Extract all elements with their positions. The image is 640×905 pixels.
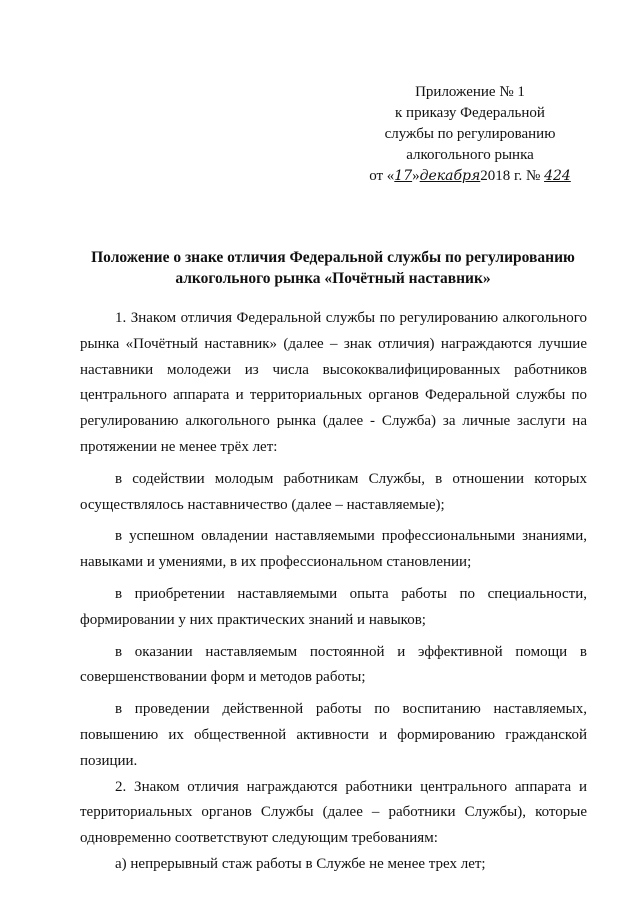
paragraph-1: 1. Знаком отличия Федеральной службы по регулированию алкогольного рынка «Почётный наставник» (далее – знак отличия) награждаются лучшие наставники молодежи из числа высококвалифицированных работников центрального аппарата и территориальных органов Федеральной службы по регулированию алкогольного рынка (далее - Служба) за личные заслуги на протяжении не менее трёх лет:: [80, 310, 587, 455]
handwritten-day: 17: [394, 168, 413, 184]
appendix-market-line: алкогольного рынка: [406, 147, 534, 163]
appendix-date-line: [360, 166, 580, 187]
paragraph-6: в проведении действенной работы по воспитанию наставляемых, повышению их общественной активности и формированию гражданской позиции.: [80, 701, 587, 769]
paragraph-2: в содействии молодым работникам Службы, в отношении которых осуществлялось наставничество (далее – наставляемые);: [80, 470, 587, 513]
handwritten-order-number: 424: [544, 168, 571, 184]
title-line-1: Положение о знаке отличия Федеральной службы по регулированию: [91, 249, 575, 266]
paragraph-3: в успешном овладении наставляемыми профессиональными знаниями, навыками и умениями, в их профессиональном становлении;: [80, 528, 587, 571]
paragraph-4: в приобретении наставляемыми опыта работы по специальности, формировании у них практических знаний и навыков;: [80, 585, 587, 628]
document-body: [80, 306, 587, 884]
handwritten-month: декабря: [419, 168, 481, 184]
date-mid: »: [412, 168, 420, 184]
paragraph-5: в оказании наставляемым постоянной и эффективной помощи в совершенствовании форм и методов работы;: [80, 643, 587, 686]
year-suffix: 2018 г. №: [480, 168, 541, 184]
title-line-2: алкогольного рынка «Почётный наставник»: [175, 270, 491, 287]
document-title: [80, 247, 586, 289]
appendix-service-line: службы по регулированию: [384, 126, 556, 142]
paragraph-8: а) непрерывный стаж работы в Службе не менее трех лет;: [115, 855, 486, 872]
paragraph-7: 2. Знаком отличия награждаются работники центрального аппарата и территориальных органов Службы (далее – работники Службы), которые одновременно соответствуют следующим требованиям:: [80, 778, 587, 847]
appendix-header: [360, 82, 580, 187]
date-prefix: от «: [369, 168, 395, 184]
appendix-order-line: к приказу Федеральной: [395, 105, 545, 121]
appendix-title: Приложение № 1: [415, 84, 525, 100]
